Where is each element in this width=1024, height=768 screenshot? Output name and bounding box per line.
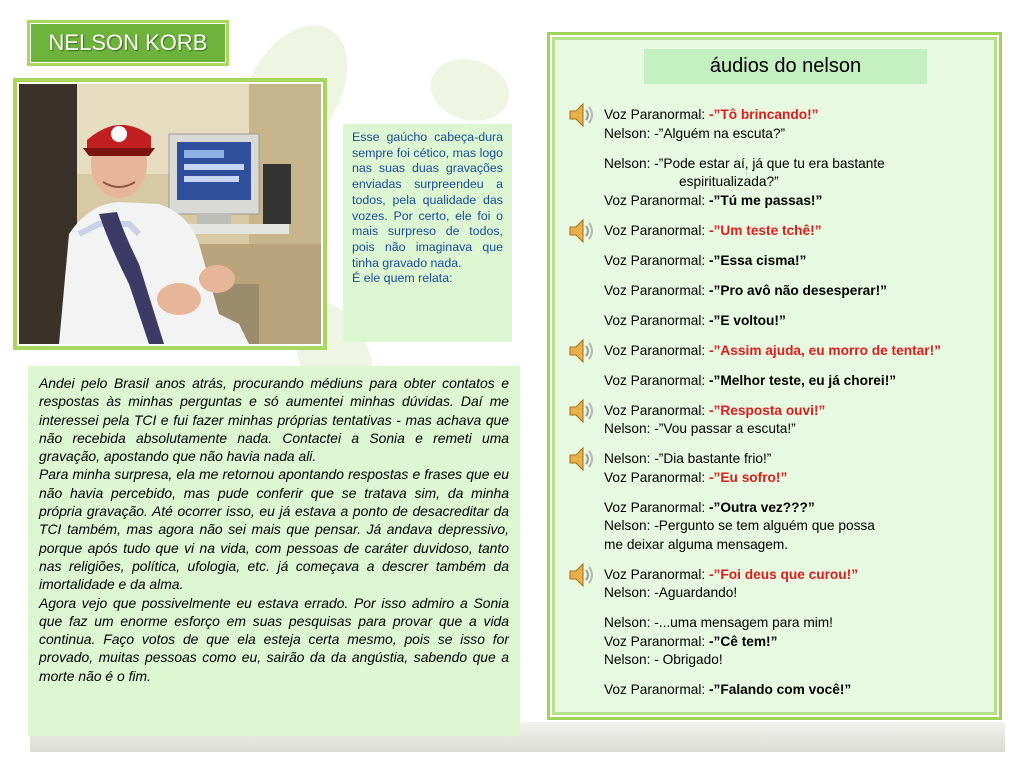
transcript-line: [604, 450, 989, 469]
speaker-icon[interactable]: [566, 100, 596, 130]
paranormal-voice-quote: -”Um teste tchê!”: [709, 222, 822, 238]
transcript-label: Nelson: -”Pode estar aí, já que tu era bastante: [604, 155, 885, 171]
transcript-line: [604, 681, 989, 700]
transcript-line: [604, 469, 989, 488]
transcript-line: [604, 173, 989, 192]
transcript-label: Voz Paranormal:: [604, 312, 709, 328]
paranormal-voice-quote: -”Tô brincando!”: [709, 107, 819, 122]
speaker-icon[interactable]: [566, 336, 596, 366]
audio-group: [604, 342, 989, 361]
paranormal-voice-quote: -”Eu sofro!”: [709, 469, 788, 485]
transcript-line: [604, 312, 989, 331]
transcript-label: Nelson: -”Dia bastante frio!”: [604, 451, 772, 466]
story-paragraph: Agora vejo que possivelmente eu estava errado. Por isso admiro a Sonia que faz um enorme esforço em suas pesquisas para provar que a vida continua. Faço votos de que ela esteja certa mesmo, pois se isso for provado, muitas pessoas como eu, sairão da da angústia, sabendo que a morte não é o fim.: [39, 594, 509, 684]
audio-transcript: [604, 106, 989, 711]
speaker-icon[interactable]: [566, 396, 596, 426]
transcript-line: [604, 282, 989, 301]
paranormal-voice-quote: -”Melhor teste, eu já chorei!”: [709, 372, 897, 388]
audio-group: [604, 681, 989, 700]
transcript-line: [604, 566, 989, 585]
transcript-label: Voz Paranormal:: [604, 252, 709, 268]
transcript-line: [604, 252, 989, 271]
paranormal-voice-quote: -”Resposta ouvi!”: [709, 402, 826, 418]
intro-text: Esse gaúcho cabeça-dura sempre foi cético, mas logo nas suas duas gravações enviadas surpreendeu a todos, pela qualidade das vozes. Por certo, ele foi o mais surpreso de todos, pois não imaginava que tinha gravado nada. É ele quem relata:: [352, 130, 503, 286]
transcript-line: [604, 192, 989, 211]
audio-group: [604, 282, 989, 301]
transcript-line: [604, 633, 989, 652]
transcript-label: Voz Paranormal:: [604, 402, 709, 418]
paranormal-voice-quote: -”E voltou!”: [709, 312, 786, 328]
transcript-label: Voz Paranormal:: [604, 682, 709, 697]
transcript-line: [604, 651, 989, 670]
transcript-line: [604, 372, 989, 391]
audio-group: [604, 252, 989, 271]
story-paragraph: Para minha surpresa, ela me retornou apontando respostas e frases que eu não havia percebido, mas pude conferir que se tratava sim, da minha própria gravação. Até ocorrer isso, eu já estava a ponto de desacreditar da TCI também, mas agora não sei mais que pensar. Já andava depressivo, porque após tudo que vi na vida, com pessoas de caráter duvidoso, tanto nas religiões, política, ufologia, etc. já começava a descrer também da imortalidade e da alma.: [39, 466, 509, 593]
transcript-line: [604, 106, 989, 125]
transcript-label: Voz Paranormal:: [604, 499, 709, 515]
transcript-label: Voz Paranormal:: [604, 192, 709, 208]
paranormal-voice-quote: -”Outra vez???”: [709, 499, 815, 515]
transcript-label: Nelson: -...uma mensagem para mim!: [604, 615, 833, 630]
page-title-box: [27, 20, 229, 66]
transcript-label: Voz Paranormal:: [604, 633, 709, 649]
speaker-icon[interactable]: [566, 560, 596, 590]
transcript-label: Voz Paranormal:: [604, 469, 709, 485]
transcript-label: me deixar alguma mensagem.: [604, 536, 789, 552]
audio-group: [604, 106, 989, 143]
paranormal-voice-quote: -”Cê tem!”: [709, 633, 778, 649]
transcript-line: [604, 222, 989, 241]
audio-group: [604, 499, 989, 555]
paranormal-voice-quote: -”Foi deus que curou!”: [709, 566, 859, 582]
transcript-label: Nelson: -”Vou passar a escuta!”: [604, 421, 796, 436]
paranormal-voice-quote: -”Pro avô não desesperar!”: [709, 282, 887, 298]
transcript-line: [604, 499, 989, 518]
transcript-line: [604, 536, 989, 555]
transcript-label: Voz Paranormal:: [604, 107, 709, 122]
transcript-line: [604, 342, 989, 361]
transcript-line: [604, 584, 989, 603]
transcript-line: [604, 125, 989, 144]
transcript-line: [604, 614, 989, 633]
transcript-label: Voz Paranormal:: [604, 222, 709, 238]
paranormal-voice-quote: -”Assim ajuda, eu morro de tentar!”: [709, 342, 941, 358]
speaker-icon[interactable]: [566, 444, 596, 474]
transcript-label: Voz Paranormal:: [604, 372, 709, 388]
transcript-label: Voz Paranormal:: [604, 342, 709, 358]
audio-group: [604, 566, 989, 603]
photo-frame: [13, 78, 327, 350]
speaker-icon[interactable]: [566, 216, 596, 246]
transcript-label: Nelson: -Pergunto se tem alguém que possa: [604, 518, 875, 533]
audio-group: [604, 402, 989, 439]
transcript-label: Voz Paranormal:: [604, 566, 709, 582]
audios-panel: [547, 32, 1002, 720]
audio-group: [604, 312, 989, 331]
audios-title: áudios do nelson: [644, 49, 927, 84]
story-box: [28, 366, 520, 736]
audio-group: [604, 222, 989, 241]
transcript-line: [604, 517, 989, 536]
transcript-label: Nelson: - Obrigado!: [604, 652, 723, 667]
audio-group: [604, 614, 989, 670]
audio-group: [604, 450, 989, 487]
story-paragraph: Andei pelo Brasil anos atrás, procurando médiuns para obter contatos e respostas às minhas perguntas e só aumentei minhas dúvidas. Daí me interessei pela TCI e fui fazer minhas próprias tentativas - mas achava que não recebida absolutamente nada. Contactei a Sonia e remeti uma gravação, apostando que não havia nada ali.: [39, 375, 509, 465]
paranormal-voice-quote: -”Falando com você!”: [709, 682, 852, 697]
transcript-label: espiritualizada?”: [679, 174, 779, 189]
intro-box: [343, 124, 512, 342]
page-title: NELSON KORB: [30, 23, 226, 63]
transcript-line: [604, 155, 989, 174]
nelson-korb-photo: [17, 82, 323, 346]
transcript-label: Nelson: -”Alguém na escuta?”: [604, 125, 786, 141]
paranormal-voice-quote: -”Tú me passas!”: [709, 192, 823, 208]
background-leaf: [424, 51, 517, 130]
paranormal-voice-quote: -”Essa cisma!”: [709, 252, 807, 268]
audio-group: [604, 155, 989, 211]
transcript-line: [604, 420, 989, 439]
transcript-label: Nelson: -Aguardando!: [604, 585, 738, 600]
transcript-line: [604, 402, 989, 421]
transcript-label: Voz Paranormal:: [604, 282, 709, 298]
audio-group: [604, 372, 989, 391]
